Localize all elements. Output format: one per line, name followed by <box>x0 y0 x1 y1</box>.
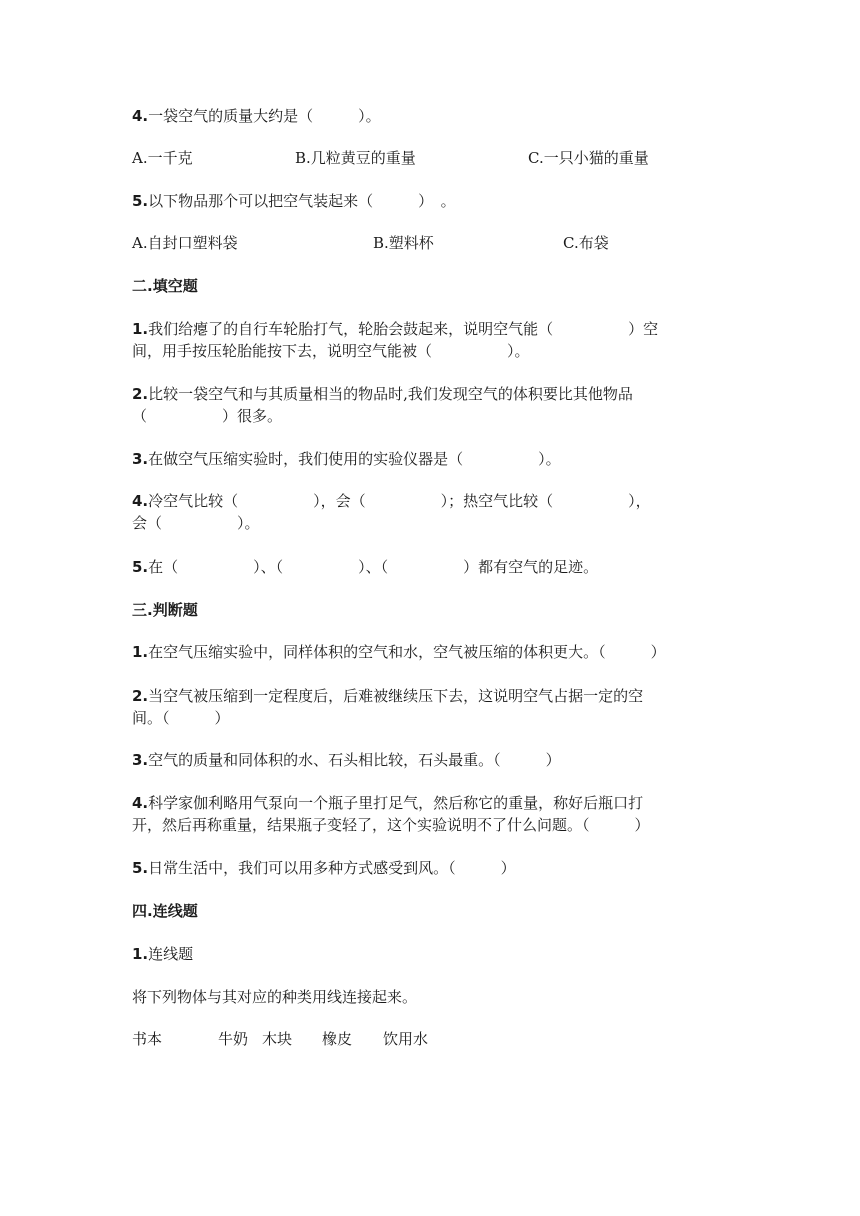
question-text: 我们给瘪了的自行车轮胎打气，轮胎会鼓起来，说明空气能（ ）空 <box>148 320 659 338</box>
option-b: B.几粒黄豆的重量 <box>295 149 416 167</box>
fill-question-4-cont: 会（ ）。 <box>132 514 260 532</box>
fill-question-2 <box>132 383 732 405</box>
judge-question-4-cont: 开，然后再称重量，结果瓶子变轻了，这个实验说明不了什么问题。（ ） <box>132 816 650 834</box>
question-text: 一袋空气的质量大约是（ ）。 <box>148 107 381 125</box>
match-item: 牛奶 <box>218 1030 249 1048</box>
question-4 <box>132 105 732 127</box>
option-c: C.布袋 <box>563 234 609 252</box>
match-item: 木块 <box>262 1030 293 1048</box>
match-item: 书本 <box>132 1030 163 1048</box>
question-text: 以下物品那个可以把空气装起来（ ） 。 <box>148 192 456 210</box>
question-number: 1. <box>132 945 149 963</box>
question-text: 当空气被压缩到一定程度后，后难被继续压下去，这说明空气占据一定的空 <box>148 687 644 705</box>
option-a: A.一千克 <box>132 149 193 167</box>
judge-question-1 <box>132 641 732 663</box>
question-text: 在空气压缩实验中，同样体积的空气和水，空气被压缩的体积更大。（ ） <box>148 643 666 661</box>
fill-question-2-cont: （ ）很多。 <box>132 407 283 425</box>
section-heading: 二.填空题 <box>132 277 198 295</box>
section-heading: 三.判断题 <box>132 601 198 619</box>
option-a: A.自封口塑料袋 <box>132 234 238 252</box>
question-number: 1. <box>132 643 149 661</box>
fill-question-3 <box>132 448 732 470</box>
question-text: 冷空气比较（ ），会（ ）；热空气比较（ ）， <box>148 492 651 510</box>
fill-question-1 <box>132 318 732 340</box>
match-item: 饮用水 <box>383 1030 429 1048</box>
question-text: 比较一袋空气和与其质量相当的物品时,我们发现空气的体积要比其他物品 <box>148 385 633 403</box>
match-item: 橡皮 <box>322 1030 353 1048</box>
question-text: 在（ ）、（ ）、（ ）都有空气的足迹。 <box>148 558 599 576</box>
question-number: 2. <box>132 687 149 705</box>
option-c: C.一只小猫的重量 <box>528 149 649 167</box>
question-number: 1. <box>132 320 149 338</box>
question-number: 5. <box>132 859 149 877</box>
question-text: 在做空气压缩实验时，我们使用的实验仪器是（ ）。 <box>148 450 561 468</box>
question-number: 4. <box>132 107 149 125</box>
match-instruction: 将下列物体与其对应的种类用线连接起来。 <box>132 988 418 1006</box>
question-number: 2. <box>132 385 149 403</box>
match-question-1 <box>132 943 732 965</box>
section-heading: 四.连线题 <box>132 902 198 920</box>
question-5 <box>132 190 732 212</box>
question-number: 5. <box>132 192 149 210</box>
question-number: 4. <box>132 492 149 510</box>
question-number: 3. <box>132 751 149 769</box>
question-text: 连线题 <box>148 945 194 963</box>
judge-question-3 <box>132 749 732 771</box>
judge-question-2 <box>132 685 732 707</box>
fill-question-5 <box>132 556 732 578</box>
question-number: 4. <box>132 794 149 812</box>
judge-question-2-cont: 间。（ ） <box>132 709 230 727</box>
question-text: 日常生活中，我们可以用多种方式感受到风。（ ） <box>148 859 516 877</box>
question-number: 5. <box>132 558 149 576</box>
question-text: 科学家伽利略用气泵向一个瓶子里打足气，然后称它的重量，称好后瓶口打 <box>148 794 644 812</box>
option-b: B.塑料杯 <box>373 234 434 252</box>
judge-question-4 <box>132 792 732 814</box>
fill-question-4 <box>132 490 732 512</box>
question-text: 空气的质量和同体积的水、石头相比较，石头最重。（ ） <box>148 751 561 769</box>
fill-question-1-cont: 间，用手按压轮胎能按下去，说明空气能被（ ）。 <box>132 342 530 360</box>
judge-question-5 <box>132 857 732 879</box>
question-number: 3. <box>132 450 149 468</box>
